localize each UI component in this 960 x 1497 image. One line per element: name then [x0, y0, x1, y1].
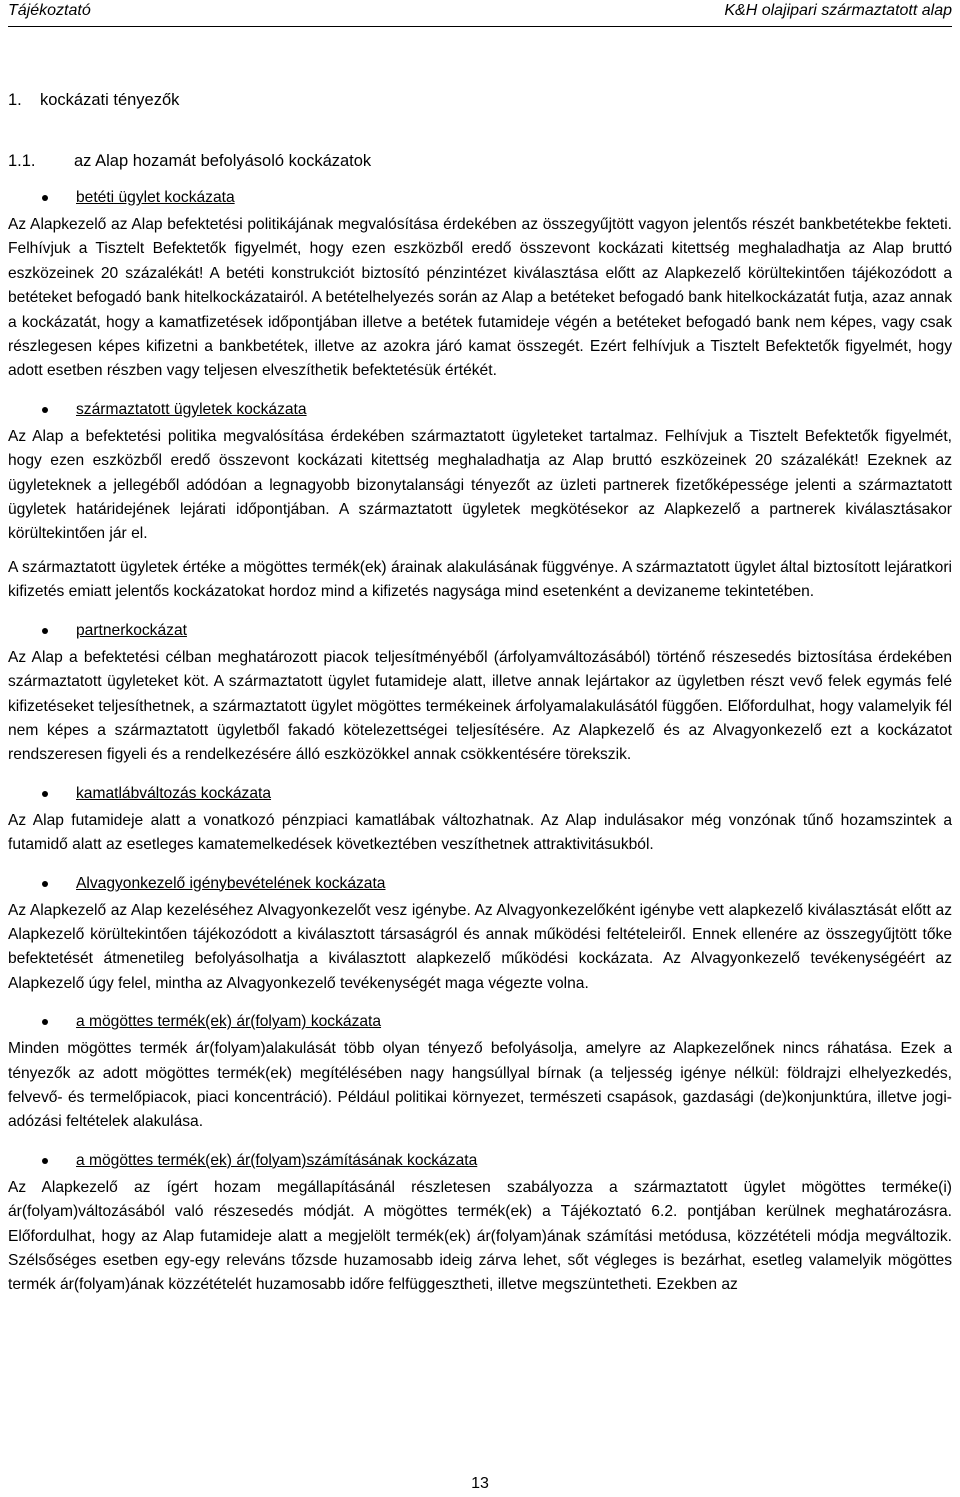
subsection-heading	[8, 149, 952, 173]
risk-section-underlying-calc	[8, 1149, 952, 1298]
risk-section-derivatives	[8, 398, 952, 605]
page-header	[8, 0, 952, 27]
risk-paragraph: A származtatott ügyletek értéke a mögöttes termék(ek) árainak alakulásának függvénye. A származtatott ügylet által biztosított lejáratkori kifizetés emiatt jelentős kockázatokat hordoz mind a kifizetés nagysága mind esetenként a devizaneme tekintetében.	[8, 558, 952, 601]
document-body	[8, 88, 952, 1298]
risk-paragraph: Az Alap a befektetési politika megvalósítása érdekében származtatott ügyleteket tartalmaz. Felhívjuk a Tisztelt Befektetők figyelmét, hogy ezen eszközből eredő összevont kockázati kitettség meghaladhatja az Alap bruttó eszközeinek 20 százalékát! Ezeknek az ügyleteknek a jellegéből adódóan a legnagyobb bizonytalansági tényezőt az üzleti partnerek fizetőképessége jelenti a származtatott ügyletek határidejének lejárati időpontjában. A származtatott ügyletek megkötésekor az Alapkezelő a partnerek kiválasztásakor körültekintően jár el.	[8, 427, 952, 543]
risk-item	[8, 398, 952, 422]
risk-paragraph: Az Alap futamideje alatt a vonatkozó pénzpiaci kamatlábak változhatnak. Az Alap indulásakor még vonzónak tűnő hozamszintek a futamidő alatt az esetleges kamatemelkedések következtében veszíthetnek attraktivitásukból.	[8, 811, 952, 854]
bullet-icon	[42, 407, 48, 413]
subsection-title: az Alap hozamát befolyásoló kockázatok	[74, 152, 372, 170]
risk-paragraph: Az Alapkezelő az ígért hozam megállapításánál részletesen szabályozza a származtatott ügylet mögöttes terméke(i) ár(folyam)változásából való részesedés módját. A mögöttes termék(ek) a Tájékoztató 6.2. pontjában kerülnek meghatározásra. Előfordulhat, hogy az Alap futamideje alatt a megjelölt termék(ek) ár(folyam)ának számítási metódusa, közzétételi módja megváltozik. Szélsőséges esetben egy-egy releváns tőzsde huzamosabb ideig zárva lehet, sőt végleges is bezárhat, esetleg valamelyik mögöttes termék ár(folyam)ának közzétételét huzamosabb időre felfüggesztheti, illetve megszüntetheti. Ezekben az	[8, 1178, 952, 1294]
risk-paragraph: Az Alapkezelő az Alap befektetési politikájának megvalósítása érdekében az összegyűjtött vagyon jelentős részét bankbetétekbe fekteti. Felhívjuk a Tisztelt Befektetők figyelmét, hogy ezen eszközből eredő összevont kockázati kitettség meghaladhatja az Alap bruttó eszközeinek 20 százalékát! A betéti konstrukciót biztosító pénzintézet kiválasztása előtt az Alapkezelő körültekintően tájékozódott a betéteket befogadó bank hitelkockázatairól. A betételhelyezés során az Alap a betéteket befogadó bank hitelkockázatát futja, azaz annak a kockázatát, hogy a kamatfizetések időpontjában illetve a betétek futamideje végén a betéteket befogadó bank nem képes, vagy csak részlegesen képes kifizetni a bankbetétek, illetve az azokra járó kamat összegét. Ezért felhívjuk a Tisztelt Befektetők figyelmét, hogy adott esetben részben vagy teljesen elveszíthetik befektetésük értékét.	[8, 216, 952, 380]
risk-item	[8, 872, 952, 896]
header-fund-name: K&H olajipari származtatott alap	[724, 2, 952, 19]
risk-title: a mögöttes termék(ek) ár(folyam)számításának kockázata	[76, 1151, 478, 1169]
bullet-icon	[42, 1158, 48, 1164]
bullet-icon	[42, 1019, 48, 1025]
risk-item	[8, 1010, 952, 1034]
risk-title: a mögöttes termék(ek) ár(folyam) kockázata	[76, 1013, 382, 1031]
risk-section-interest	[8, 782, 952, 858]
bullet-icon	[42, 791, 48, 797]
risk-title: származtatott ügyletek kockázata	[76, 400, 307, 418]
risk-item	[8, 782, 952, 806]
section-number: 1.	[8, 91, 22, 109]
risk-paragraph: Minden mögöttes termék ár(folyam)alakulását több olyan tényező befolyásolja, amelyre az Alapkezelőnek nincs ráhatása. Ezek a tényezők az adott mögöttes termék(ek) megítélésében nagy hangsúllyal bírnak (a teljesség igénye nélkül: földrajzi elhelyezkedés, felvevő- és termelőpiacok, piaci koncentráció). Például politikai környezet, természeti csapások, gazdasági (de)konjunktúra, illetve jogi-adózási feltételek alakulása.	[8, 1040, 952, 1131]
risk-paragraph: Az Alapkezelő az Alap kezeléséhez Alvagyonkezelőt vesz igénybe. Az Alvagyonkezelőként igénybe vett alapkezelő kiválasztását előtt az Alapkezelő körültekintően tájékozódott a kiválasztott társaságról és annak működési feltételeiről. Ennek ellenére az összegyűjtött tőke befektetését átmenetileg befolyásolhatja a kiválasztott alapkezelő működési kockázata. Az Alvagyonkezelő tevékenységéért az Alapkezelő úgy felel, mintha az Alvagyonkezelő tevékenységét maga végezte volna.	[8, 901, 952, 992]
risk-title: betéti ügylet kockázata	[76, 189, 235, 206]
risk-title: partnerkockázat	[76, 621, 187, 639]
subsection-number: 1.1.	[8, 152, 36, 170]
risk-item	[8, 1149, 952, 1173]
risk-section-subcustodian	[8, 872, 952, 997]
risk-section-underlying-price	[8, 1010, 952, 1135]
risk-section-partner	[8, 619, 952, 768]
risk-title: kamatlábváltozás kockázata	[76, 784, 272, 802]
section-heading	[8, 88, 952, 112]
risk-paragraph: Az Alap a befektetési célban meghatározott piacok teljesítményéből (árfolyamváltozásából) történő részesedés biztosítása érdekében származtatott ügyleteket köt. A származtatott ügylet futamideje alatt, illetve annak lejártakor az ügyletben részt vevő felek egymás felé kifizetéseket teljesíthetnek, a származtatott ügylet mögöttes termékeinek árfolyamalakulásától függően. Előfordulhat, hogy valamelyik fél nem képes a származtatott ügyletből fakadó kötelezettségei teljesítésére. Az Alapkezelő és az Alvagyonkezelő ezt a kockázatot rendszeresen figyeli és a rendelkezésére álló eszközökkel annak csökkentésére törekszik.	[8, 648, 952, 764]
bullet-icon	[42, 628, 48, 634]
risk-item	[8, 619, 952, 643]
risk-item	[8, 186, 952, 210]
page-number: 13	[471, 1475, 489, 1492]
bullet-icon	[42, 195, 48, 201]
risk-section-deposit	[8, 186, 952, 384]
bullet-icon	[42, 881, 48, 887]
header-doc-type: Tájékoztató	[8, 2, 91, 19]
risk-title: Alvagyonkezelő igénybevételének kockázata	[76, 874, 386, 892]
section-title: kockázati tényezők	[40, 91, 180, 109]
